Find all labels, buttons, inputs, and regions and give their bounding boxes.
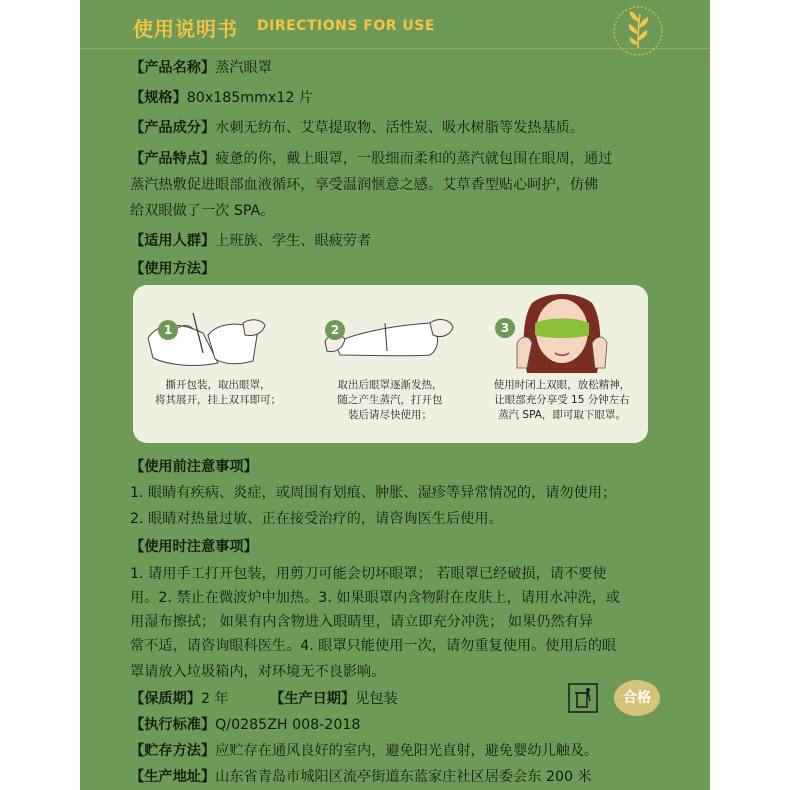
instructions-panel bbox=[80, 0, 710, 790]
precaution-line bbox=[130, 634, 684, 659]
info-line-spec bbox=[130, 86, 684, 111]
info-line-features bbox=[130, 147, 684, 172]
precaution-text: 用湿布擦拭； 如果有内含物进入眼睛里，请立即充分冲洗； 如果仍然有异 bbox=[130, 614, 594, 630]
info-value: 蒸汽热敷促进眼部血液循环，享受温润惬意之感。艾草香型贴心呵护，仿佛 bbox=[130, 177, 599, 193]
step-text-line: 撕开包装，取出眼罩， bbox=[165, 379, 271, 391]
production-date-value: 见包装 bbox=[355, 691, 398, 707]
step-text-line: 装后请尽快使用； bbox=[348, 409, 432, 421]
precautions-during-heading bbox=[130, 535, 684, 560]
step-description bbox=[477, 378, 647, 423]
step-text-line: 随之产生蒸汽，打开包 bbox=[337, 394, 443, 406]
title-english: DIRECTIONS FOR USE bbox=[257, 18, 435, 34]
production-date-label: 【生产日期】 bbox=[270, 691, 356, 707]
trash-bin-icon bbox=[568, 683, 598, 713]
step-text-line: 让眼部充分享受 15 分钟左右 bbox=[494, 394, 630, 406]
step-text-line: 将其展开，挂上双耳即可； bbox=[155, 394, 281, 406]
step-number-badge: 2 bbox=[325, 320, 345, 340]
section-label: 【使用时注意事项】 bbox=[130, 539, 258, 555]
precaution-text: 1. 眼睛有疾病、炎症，或周围有划痕、肿胀、湿疹等异常情况的，请勿使用； bbox=[130, 485, 617, 501]
info-value: 给双眼做了一次 SPA。 bbox=[130, 203, 275, 219]
info-line-target-users bbox=[130, 229, 684, 254]
info-line-ingredients bbox=[130, 116, 684, 141]
usage-step-3 bbox=[477, 285, 647, 443]
info-line-features-cont bbox=[130, 199, 684, 224]
precaution-line bbox=[130, 562, 684, 587]
info-value: 80x185mmx12 片 bbox=[186, 90, 314, 106]
info-label: 【使用方法】 bbox=[130, 261, 216, 277]
precaution-line bbox=[130, 586, 684, 611]
step-text-line: 取出后眼罩逐渐发热， bbox=[337, 379, 443, 391]
title-chinese: 使用说明书 bbox=[133, 17, 238, 41]
info-line-features-cont bbox=[130, 173, 684, 198]
address-line bbox=[130, 765, 684, 790]
info-label: 【规格】 bbox=[130, 90, 187, 106]
usage-step-1 bbox=[133, 285, 303, 443]
storage-line bbox=[130, 739, 684, 764]
precaution-line bbox=[130, 610, 684, 635]
storage-value: 应贮存在通风良好的室内，避免阳光直射，避免婴幼儿触及。 bbox=[215, 743, 599, 759]
precaution-text: 常不适，请咨询眼科医生。4. 眼罩只能使用一次，请勿重复使用。使用后的眼 bbox=[130, 638, 617, 654]
precaution-line bbox=[130, 660, 684, 685]
precautions-before-heading bbox=[130, 455, 684, 480]
storage-label: 【贮存方法】 bbox=[130, 743, 216, 759]
precaution-line bbox=[130, 507, 684, 532]
precaution-text: 2. 眼睛对热量过敏、正在接受治疗的，请咨询医生后使用。 bbox=[130, 511, 503, 527]
info-label: 【产品特点】 bbox=[130, 151, 216, 167]
shelf-life-label: 【保质期】 bbox=[130, 691, 201, 707]
qualified-badge: 合格 bbox=[614, 680, 660, 716]
info-value: 上班族、学生、眼疲劳者 bbox=[215, 233, 372, 249]
precaution-text: 1. 请用手工打开包装，用剪刀可能会切坏眼罩； 若眼罩已经破损，请不要使 bbox=[130, 566, 607, 582]
info-label: 【适用人群】 bbox=[130, 233, 216, 249]
step-description bbox=[305, 378, 475, 423]
standard-label: 【执行标准】 bbox=[130, 717, 216, 733]
standard-line bbox=[130, 713, 684, 738]
step-number-badge: 3 bbox=[495, 318, 515, 338]
wormwood-leaf-logo-icon bbox=[602, 2, 674, 60]
usage-step-2 bbox=[305, 285, 475, 443]
address-value: 山东省青岛市城阳区流亭街道东蓝家庄社区居委会东 200 米 bbox=[215, 769, 592, 785]
info-value: 水刺无纺布、艾草提取物、活性炭、吸水树脂等发热基质。 bbox=[215, 120, 585, 136]
precaution-line bbox=[130, 481, 684, 506]
info-label: 【产品成分】 bbox=[130, 120, 216, 136]
precaution-text: 罩请放入垃圾箱内，对环境无不良影响。 bbox=[130, 664, 386, 680]
info-value: 疲惫的你，戴上眼罩，一股细而柔和的蒸汽就包围在眼周，通过 bbox=[215, 151, 613, 167]
standard-value: Q/0285ZH 008-2018 bbox=[215, 717, 361, 733]
info-line-usage-heading bbox=[130, 257, 684, 282]
info-label: 【产品名称】 bbox=[130, 60, 216, 76]
info-value: 蒸汽眼罩 bbox=[215, 60, 272, 76]
step-description bbox=[133, 378, 303, 408]
step-text-line: 使用时闭上双眼，放松精神， bbox=[493, 379, 631, 391]
step-text-line: 蒸汽 SPA，即可取下眼罩。 bbox=[498, 409, 626, 421]
address-label: 【生产地址】 bbox=[130, 769, 216, 785]
section-label: 【使用前注意事项】 bbox=[130, 459, 258, 475]
precaution-text: 用。2. 禁止在微波炉中加热。3. 如果眼罩内含物附在皮肤上，请用水冲洗，或 bbox=[130, 590, 621, 606]
shelf-life-value: 2 年 bbox=[200, 691, 229, 707]
step-number-badge: 1 bbox=[158, 320, 178, 340]
usage-steps-card bbox=[133, 285, 648, 443]
info-line-product-name bbox=[130, 56, 684, 81]
